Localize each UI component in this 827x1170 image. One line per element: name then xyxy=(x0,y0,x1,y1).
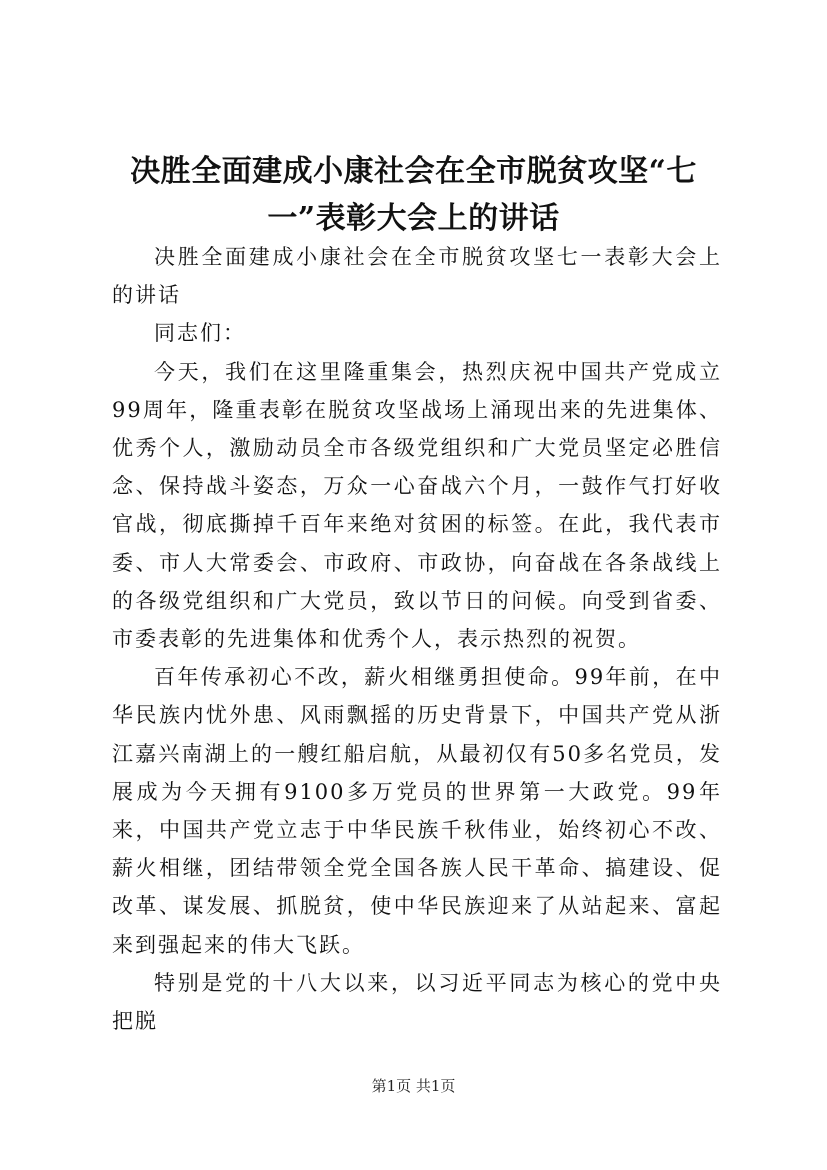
body-paragraph: 特别是党的十八大以来，以习近平同志为核心的党中央把脱 xyxy=(112,970,722,1034)
document-title: 决胜全面建成小康社会在全市脱贫攻坚“七一”表彰大会上的讲话 xyxy=(130,154,697,236)
body-paragraph: 百年传承初心不改，薪火相继勇担使命。99年前，在中华民族内忧外患、风雨飘摇的历史背景下，中国共产党从浙江嘉兴南湖上的一艘红船启航，从最初仅有50多名党员，发展成为今天拥有9100多万党员的世界第一大政党。99年来，中国共产党立志于中华民族千秋伟业，始终初心不改、薪火相继，团结带领全党全国各族人民干革命、搞建设、促改革、谋发展、抓脱贫，使中华民族迎来了从站起来、富起来到强起来的伟大飞跃。 xyxy=(112,665,722,957)
salutation-paragraph: 同志们： xyxy=(154,321,246,346)
document-body xyxy=(112,238,722,1040)
subtitle-paragraph: 决胜全面建成小康社会在全市脱贫攻坚七一表彰大会上的讲话 xyxy=(112,245,722,308)
page-footer: 第1页 共1页 xyxy=(371,1077,456,1095)
body-paragraph: 今天，我们在这里隆重集会，热烈庆祝中国共产党成立99周年，隆重表彰在脱贫攻坚战场上涌现出来的先进集体、优秀个人，激励动员全市各级党组织和广大党员坚定必胜信念、保持战斗姿态，万众一心奋战六个月，一鼓作气打好收官战，彻底撕掉千百年来绝对贫困的标签。在此，我代表市委、市人大常委会、市政府、市政协，向奋战在各条战线上的各级党组织和广大党员，致以节日的问候。向受到省委、市委表彰的先进集体和优秀个人，表示热烈的祝贺。 xyxy=(112,359,722,652)
